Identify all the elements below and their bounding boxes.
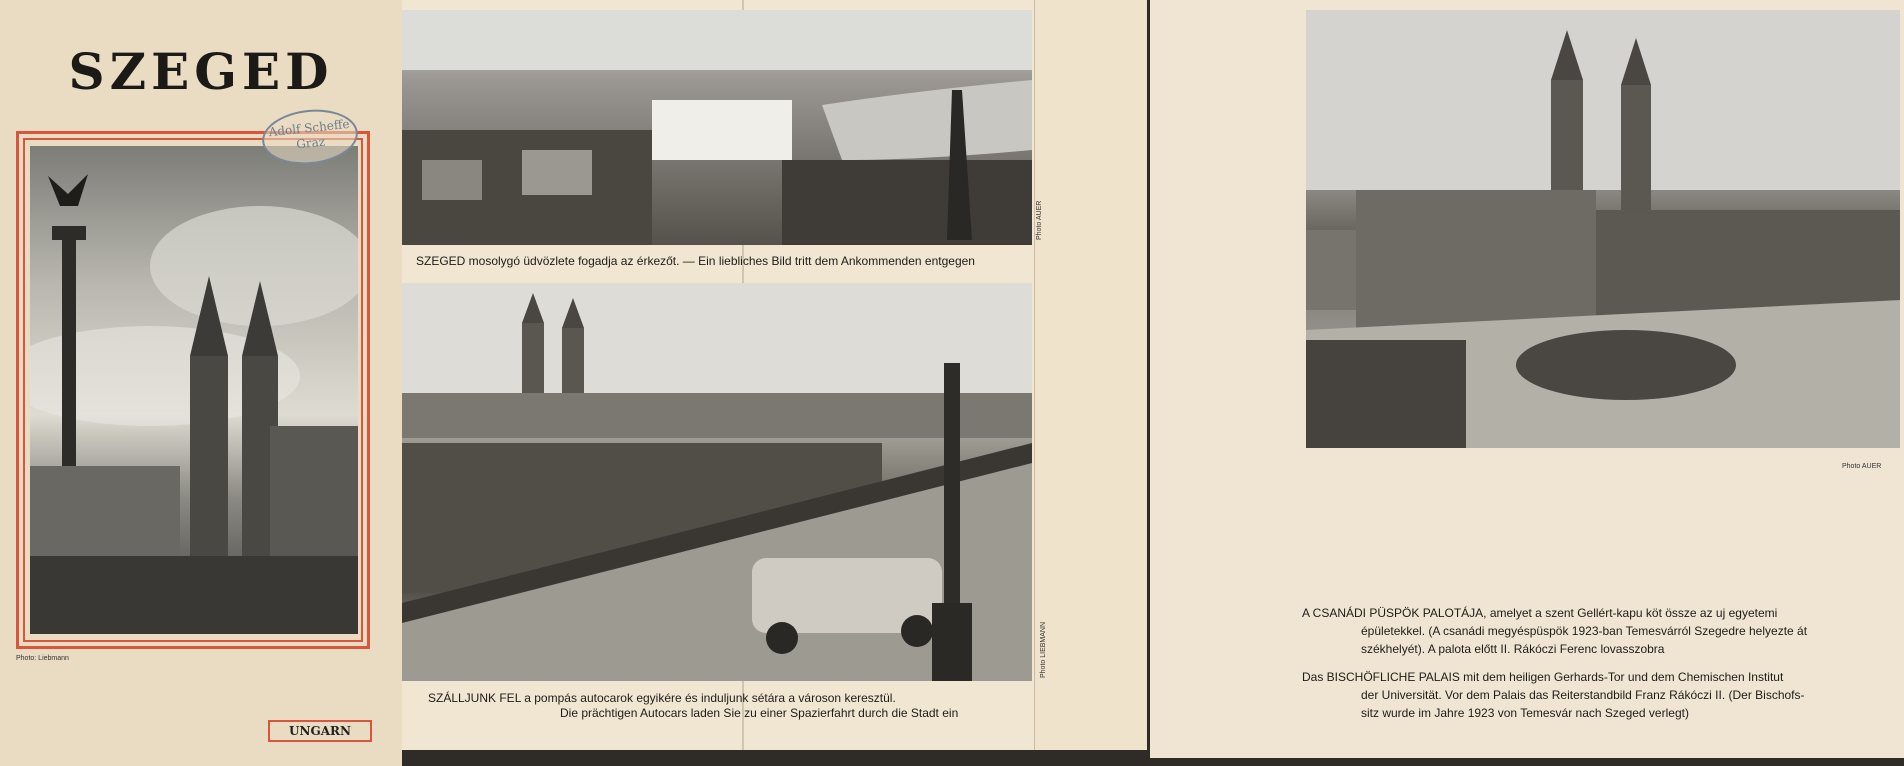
bishops-palace-illustration — [1306, 10, 1900, 448]
cover-photo-illustration — [30, 146, 358, 634]
palace-text-hu-line-2: épületekkel. (A csanádi megyéspüspök 1923-ban Temesvárról Szegedre helyezte át — [1361, 624, 1808, 638]
stamp-line-2: Graz — [295, 134, 326, 152]
bridge-autocar-illustration — [402, 283, 1032, 681]
city-panorama-caption: SZEGED mosolygó üdvözlete fogadja az érkezőt. — Ein liebliches Bild tritt dem Ankommenden entgegen — [416, 254, 975, 268]
city-panorama-illustration — [402, 10, 1032, 245]
cover-panel — [0, 0, 402, 766]
autocar-caption-de: Die prächtigen Autocars laden Sie zu einer Spazierfahrt durch die Stadt ein — [560, 706, 959, 720]
bishops-palace-photo — [1306, 10, 1900, 448]
city-panorama-photo — [402, 10, 1032, 245]
city-panorama-credit: Photo AUER — [1036, 200, 1043, 240]
cover-photo — [30, 146, 358, 634]
palace-text-de-line-3: sitz wurde im Jahre 1923 von Temesvár nach Szeged verlegt) — [1361, 706, 1689, 720]
autocar-caption-hu: SZÁLLJUNK FEL a pompás autocarok egyikére és induljunk sétára a városon keresztül. — [428, 691, 896, 705]
palace-text-de-line-2: der Universität. Vor dem Palais das Reiterstandbild Franz Rákóczi II. (Der Bischofs- — [1361, 688, 1805, 702]
bishops-palace-credit: Photo AUER — [1842, 463, 1882, 470]
stamp-line-1: Adolf Scheffe — [268, 116, 351, 140]
country-label: UNGARN — [268, 720, 372, 742]
palace-text-hu-line-3: székhelyét). A palota előtt II. Rákóczi Ferenc lovasszobra — [1361, 642, 1665, 656]
cover-title: SZEGED — [68, 42, 334, 101]
bridge-autocar-photo — [402, 283, 1032, 681]
cover-photo-credit: Photo: Liebmann — [16, 655, 69, 662]
bridge-autocar-credit: Photo LIEBMANN — [1040, 621, 1047, 678]
palace-text-de-line-1: Das BISCHÖFLICHE PALAIS mit dem heiligen Gerhards-Tor und dem Chemischen Institut — [1302, 670, 1784, 684]
palace-text-hu-line-1: A CSANÁDI PÜSPÖK PALOTÁJA, amelyet a szent Gellért-kapu köt össze az uj egyetemi — [1302, 606, 1778, 620]
flap-strip — [1034, 0, 1147, 750]
